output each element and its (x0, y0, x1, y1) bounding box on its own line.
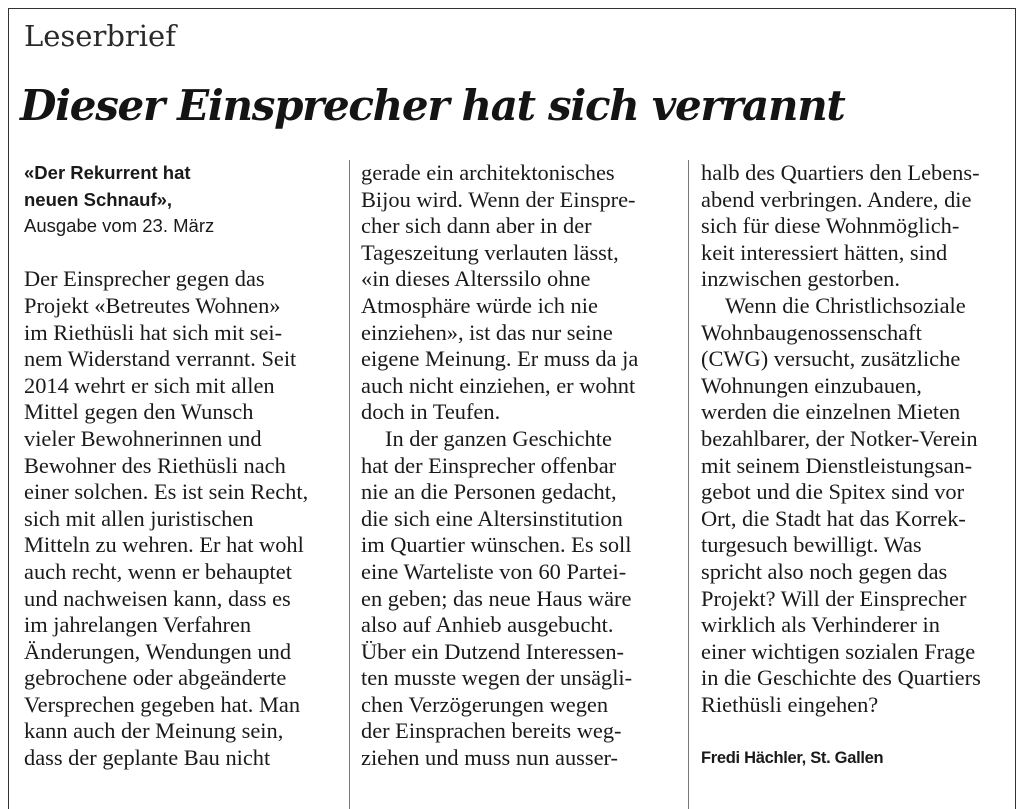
body-line: cher sich dann aber in der (361, 213, 592, 239)
column-1 (24, 160, 344, 772)
body-line: abend verbringen. Andere, die (701, 186, 972, 212)
paragraph-gap (24, 240, 344, 267)
body-line: «in dieses Alterssilo ohne (361, 266, 591, 292)
section-kicker: Leserbrief (24, 19, 176, 53)
body-line: einer wichtigen sozialen Frage (701, 638, 976, 664)
paragraph-start-line: Wenn die Christlichsoziale (725, 292, 966, 318)
body-line: Ort, die Stadt hat das Korrek- (701, 505, 966, 531)
reference-title-line: neuen Schnauf», (24, 188, 173, 210)
body-line: keit interessiert hätten, sind (701, 239, 948, 265)
body-line: die sich eine Altersinstitution (361, 505, 623, 531)
reference-issue: Ausgabe vom 23. März (24, 215, 215, 237)
body-line: (CWG) versucht, zusätzliche (701, 346, 961, 372)
body-line: Projekt «Betreutes Wohnen» (24, 292, 281, 318)
body-line: turgesuch bewilligt. Was (701, 532, 922, 558)
body-line: vieler Bewohnerinnen und (24, 425, 262, 451)
body-line: sich mit allen juristischen (24, 505, 254, 531)
paragraph-gap (701, 718, 1021, 745)
body-line: chen Verzögerungen wegen (361, 691, 609, 717)
body-line: auch recht, wenn er behauptet (24, 558, 292, 584)
body-line: dass der geplante Bau nicht (24, 745, 271, 771)
reference-title-line: «Der Rekurrent hat (24, 162, 191, 183)
body-line: Tageszeitung verlauten lässt, (361, 239, 619, 265)
body-line: im Quartier wünschen. Es soll (361, 532, 632, 558)
body-line: eigene Meinung. Er muss da ja (361, 346, 639, 372)
body-line: nem Widerstand verrannt. Seit (24, 346, 297, 372)
body-line: Atmosphäre würde ich nie (361, 292, 598, 318)
frame-top-rule (8, 8, 1016, 9)
body-line: Versprechen gegeben hat. Man (24, 691, 301, 717)
body-line: gebrochene oder abgeänderte (24, 665, 287, 691)
column-3 (701, 160, 1021, 772)
body-line: Über ein Dutzend Interessen- (361, 638, 624, 664)
body-line: gebot und die Spitex sind vor (701, 479, 965, 505)
body-line: Bijou wird. Wenn der Einspre- (361, 186, 636, 212)
body-line: wirklich als Verhinderer in (701, 612, 940, 638)
body-line: Änderungen, Wendungen und (24, 638, 292, 664)
body-line: und nachweisen kann, dass es (24, 585, 291, 611)
body-line: hat der Einsprecher offenbar (361, 452, 617, 478)
author-signature: Fredi Hächler, St. Gallen (701, 749, 884, 768)
body-line: Wohnungen einzubauen, (701, 372, 922, 398)
body-line: im jahrelangen Verfahren (24, 612, 252, 638)
body-line: bezahlbarer, der Notker-Verein (701, 425, 978, 451)
body-line: auch nicht einziehen, er wohnt (361, 372, 636, 398)
body-line: mit seinem Dienstleistungsan- (701, 452, 973, 478)
column-divider-1 (349, 160, 350, 809)
body-line: einer solchen. Es ist sein Recht, (24, 479, 309, 505)
body-line: halb des Quartiers den Lebens- (701, 160, 980, 185)
body-line: 2014 wehrt er sich mit allen (24, 372, 275, 398)
body-line: werden die einzelnen Mieten (701, 399, 961, 425)
body-line: Riethüsli eingehen? (701, 691, 879, 717)
body-line: Bewohner des Riethüsli nach (24, 452, 286, 478)
body-line: Projekt? Will der Einsprecher (701, 585, 967, 611)
body-line: kann auch der Meinung sein, (24, 718, 284, 744)
paragraph-start-line: In der ganzen Geschichte (385, 425, 612, 451)
body-line: Wohnbaugenossenschaft (701, 319, 922, 345)
body-line: sich für diese Wohnmöglich- (701, 213, 960, 239)
body-line: nie an die Personen gedacht, (361, 479, 617, 505)
article-headline: Dieser Einsprecher hat sich verrannt (20, 81, 845, 130)
body-line: spricht also noch gegen das (701, 558, 948, 584)
body-line: Mittel gegen den Wunsch (24, 399, 254, 425)
body-line: eine Warteliste von 60 Partei- (361, 558, 627, 584)
body-line: einziehen», ist das nur seine (361, 319, 613, 345)
body-line: doch in Teufen. (361, 399, 501, 425)
body-line: Der Einsprecher gegen das (24, 266, 265, 292)
body-line: in die Geschichte des Quartiers (701, 665, 981, 691)
body-line: Mitteln zu wehren. Er hat wohl (24, 532, 304, 558)
column-2 (361, 160, 681, 772)
body-line: ziehen und muss nun ausser- (361, 745, 618, 771)
body-line: der Einsprachen bereits weg- (361, 718, 622, 744)
column-divider-2 (688, 160, 689, 809)
body-line: inzwischen gestorben. (701, 266, 900, 292)
body-line: im Riethüsli hat sich mit sei- (24, 319, 283, 345)
body-line: gerade ein architektonisches (361, 160, 615, 185)
body-line: en geben; das neue Haus wäre (361, 585, 632, 611)
frame-left-rule (8, 8, 9, 809)
body-line: ten musste wegen der unsägli- (361, 665, 633, 691)
body-line: also auf Anhieb ausgebucht. (361, 612, 614, 638)
